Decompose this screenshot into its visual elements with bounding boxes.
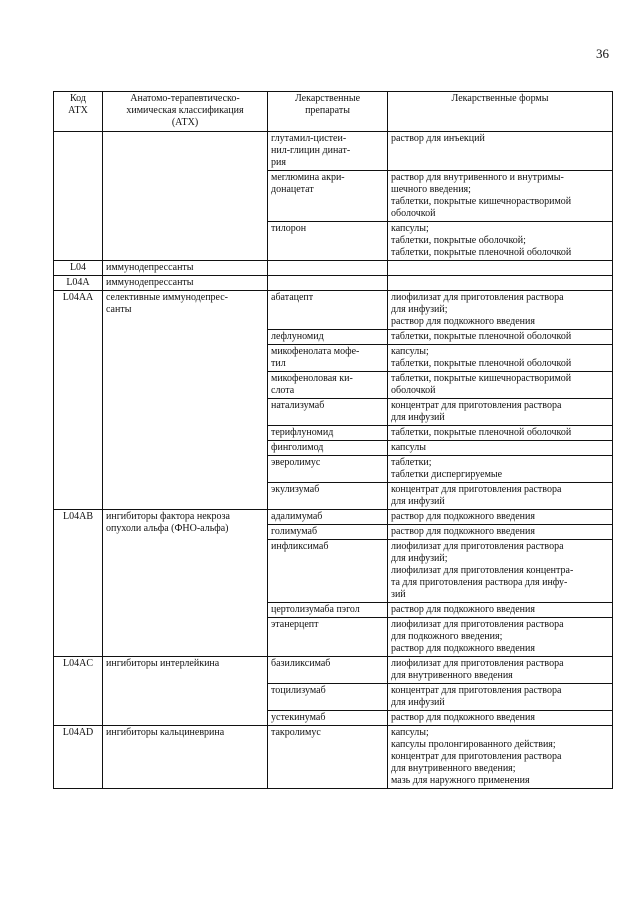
atx-classification-cell: ингибиторы интерлейкина [103, 657, 268, 726]
dosage-forms-cell: лиофилизат для приготовления раствора для инфузий; раствор для подкожного введения [388, 291, 613, 330]
page-number: 36 [596, 46, 609, 61]
atx-code-cell: L04A [54, 276, 103, 291]
dosage-forms-cell: лиофилизат для приготовления раствора для инфузий; лиофилизат для приготовления концентра- та для приготовления раствора для инфу- зий [388, 540, 613, 603]
dosage-forms-cell [388, 261, 613, 276]
dosage-forms-cell: раствор для подкожного введения [388, 711, 613, 726]
drug-name-cell: абатацепт [268, 291, 388, 330]
header-atx-code: Код АТХ [54, 92, 103, 132]
atx-classification-cell: иммунодепрессанты [103, 276, 268, 291]
drug-name-cell: тилорон [268, 222, 388, 261]
dosage-forms-cell: концентрат для приготовления раствора для инфузий [388, 684, 613, 711]
drug-name-cell: голимумаб [268, 525, 388, 540]
drug-name-cell [268, 261, 388, 276]
dosage-forms-cell: концентрат для приготовления раствора для инфузий [388, 399, 613, 426]
dosage-forms-cell: таблетки, покрытые кишечнорастворимой оболочкой [388, 372, 613, 399]
dosage-forms-cell [388, 276, 613, 291]
table-row [54, 510, 613, 525]
dosage-forms-cell: лиофилизат для приготовления раствора для подкожного введения; раствор для подкожного введения [388, 618, 613, 657]
drug-name-cell: тоцилизумаб [268, 684, 388, 711]
atx-code-cell: L04AB [54, 510, 103, 657]
table-row [54, 726, 613, 789]
drug-name-cell: такролимус [268, 726, 388, 789]
atx-classification-cell: ингибиторы фактора некроза опухоли альфа (ФНО-альфа) [103, 510, 268, 657]
dosage-forms-cell: капсулы [388, 441, 613, 456]
drug-name-cell [268, 276, 388, 291]
dosage-forms-cell: таблетки, покрытые пленочной оболочкой [388, 330, 613, 345]
drug-name-cell: глутамил-цистеи- нил-глицин динат- рия [268, 132, 388, 171]
drug-name-cell: натализумаб [268, 399, 388, 426]
dosage-forms-cell: концентрат для приготовления раствора для инфузий [388, 483, 613, 510]
drug-name-cell: экулизумаб [268, 483, 388, 510]
drug-name-cell: микофенолата мофе- тил [268, 345, 388, 372]
drug-name-cell: терифлуномид [268, 426, 388, 441]
drug-name-cell: базиликсимаб [268, 657, 388, 684]
atx-code-cell: L04AA [54, 291, 103, 510]
drug-name-cell: эверолимус [268, 456, 388, 483]
table-row [54, 132, 613, 171]
drug-name-cell: этанерцепт [268, 618, 388, 657]
atx-code-cell [54, 132, 103, 261]
dosage-forms-cell: таблетки; таблетки диспергируемые [388, 456, 613, 483]
dosage-forms-cell: капсулы; капсулы пролонгированного действия; концентрат для приготовления раствора для внутривенного введения; мазь для наружного применения [388, 726, 613, 789]
atx-classification-cell [103, 132, 268, 261]
atx-classification-cell: ингибиторы кальциневрина [103, 726, 268, 789]
drug-name-cell: адалимумаб [268, 510, 388, 525]
drug-name-cell: устекинумаб [268, 711, 388, 726]
dosage-forms-cell: раствор для подкожного введения [388, 510, 613, 525]
dosage-forms-cell: капсулы; таблетки, покрытые пленочной оболочкой [388, 345, 613, 372]
dosage-forms-cell: раствор для внутривенного и внутримы- шечного введения; таблетки, покрытые кишечнорастворимой оболочкой [388, 171, 613, 222]
atx-code-cell: L04AC [54, 657, 103, 726]
table-row [54, 657, 613, 684]
dosage-forms-cell: таблетки, покрытые пленочной оболочкой [388, 426, 613, 441]
table-row [54, 261, 613, 276]
dosage-forms-cell: раствор для подкожного введения [388, 525, 613, 540]
table-header-row [54, 92, 613, 132]
dosage-forms-cell: лиофилизат для приготовления раствора для внутривенного введения [388, 657, 613, 684]
atx-classification-cell: иммунодепрессанты [103, 261, 268, 276]
dosage-forms-cell: раствор для подкожного введения [388, 603, 613, 618]
drug-name-cell: микофеноловая ки- слота [268, 372, 388, 399]
drug-name-cell: инфликсимаб [268, 540, 388, 603]
drug-name-cell: лефлуномид [268, 330, 388, 345]
dosage-forms-cell: раствор для инъекций [388, 132, 613, 171]
drug-name-cell: цертолизумаба пэгол [268, 603, 388, 618]
drug-name-cell: финголимод [268, 441, 388, 456]
atx-code-cell: L04 [54, 261, 103, 276]
header-dosage-forms: Лекарственные формы [388, 92, 613, 132]
atx-code-cell: L04AD [54, 726, 103, 789]
header-atx-classification: Анатомо-терапевтическо- химическая классификация (АТХ) [103, 92, 268, 132]
atx-classification-table [53, 91, 613, 789]
table-row [54, 276, 613, 291]
atx-classification-cell: селективные иммунодепрес- санты [103, 291, 268, 510]
dosage-forms-cell: капсулы; таблетки, покрытые оболочкой; таблетки, покрытые пленочной оболочкой [388, 222, 613, 261]
table-row [54, 291, 613, 330]
header-drugs: Лекарственные препараты [268, 92, 388, 132]
drug-name-cell: меглюмина акри- донацетат [268, 171, 388, 222]
table-body [54, 132, 613, 789]
